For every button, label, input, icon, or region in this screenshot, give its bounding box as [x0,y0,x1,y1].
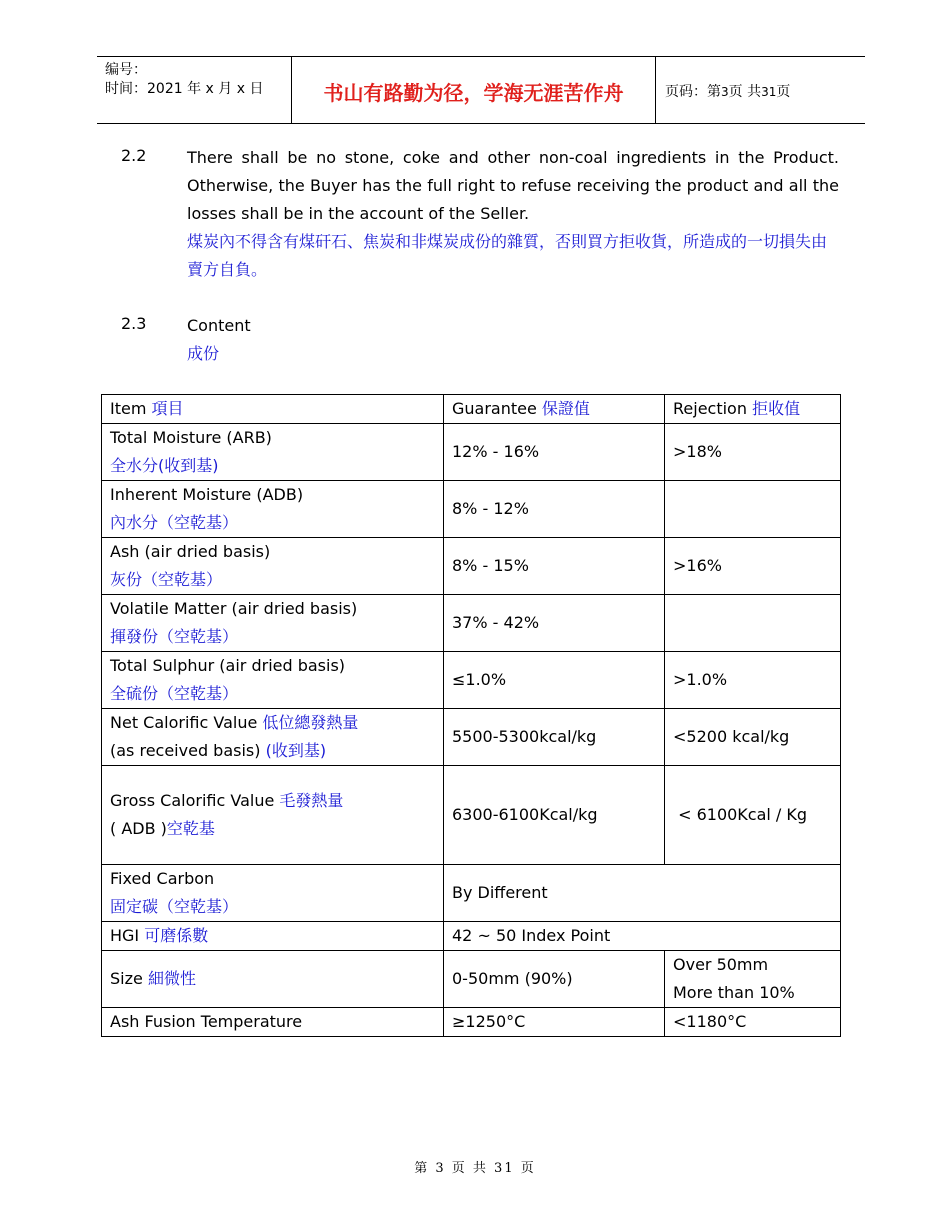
item-cell: HGI 可磨係數 [102,922,444,951]
rejection-cell: < 6100Kcal / Kg [665,766,841,865]
table-row [102,481,841,538]
section-2-3-title: Content [187,316,251,335]
guarantee-cell: 0-50mm (90%) [444,951,665,1008]
guarantee-cell: ≥1250°C [444,1008,665,1037]
item-cell: Size 細微性 [102,951,444,1008]
header-divider [655,57,656,123]
item-cell: Total Sulphur (air dried basis) 全硫份（空乾基） [102,652,444,709]
table-header-cell: Guarantee 保證值 [444,395,665,424]
item-cell: Inherent Moisture (ADB) 內水分（空乾基） [102,481,444,538]
section-2-2-chinese: 煤炭內不得含有煤矸石、焦炭和非煤炭成份的雜質，否則買方拒收貨，所造成的一切損失由賣方自負。 [187,232,828,279]
header-page-number: 页码：第3页 共31页 [665,84,791,100]
table-row [102,951,841,1008]
guarantee-cell: 37% - 42% [444,595,665,652]
table-row [102,424,841,481]
section-2-3-title-chinese: 成份 [187,344,220,363]
guarantee-cell: 12% - 16% [444,424,665,481]
guarantee-cell: 8% - 15% [444,538,665,595]
header-meta [105,61,263,99]
rejection-cell: <1180°C [665,1008,841,1037]
value-cell: By Different [444,865,841,922]
guarantee-cell: 8% - 12% [444,481,665,538]
rejection-cell: Over 50mm More than 10% [665,951,841,1008]
guarantee-cell: 5500-5300kcal/kg [444,709,665,766]
table-header-row [102,395,841,424]
section-2-2-english: There shall be no stone, coke and other non-coal ingredients in the Product. Otherwise, the Buyer has the full right to refuse receiving the product and all the losses shall be in the account of the Seller. [187,148,839,223]
item-cell: Fixed Carbon 固定碳（空乾基） [102,865,444,922]
section-number: 2.3 [121,314,147,333]
table-row [102,709,841,766]
item-cell: Net Calorific Value 低位總發熱量 (as received basis) (收到基) [102,709,444,766]
item-cell: Total Moisture (ARB) 全水分(收到基) [102,424,444,481]
item-cell: Gross Calorific Value 毛發熱量 ( ADB )空乾基 [102,766,444,865]
rejection-cell [665,595,841,652]
rejection-cell: <5200 kcal/kg [665,709,841,766]
page-header [97,56,865,124]
document-time: 时间：2021 年 x 月 x 日 [105,81,264,97]
document-code-label: 编号： [105,62,147,78]
value-cell: 42 ~ 50 Index Point [444,922,841,951]
table-header-cell: Rejection 拒收值 [665,395,841,424]
table-row [102,865,841,922]
table-row [102,652,841,709]
section-number: 2.2 [121,146,147,165]
table-row [102,595,841,652]
guarantee-cell: ≤1.0% [444,652,665,709]
item-cell: Ash Fusion Temperature [102,1008,444,1037]
coal-spec-table [101,394,841,1037]
rejection-cell: >16% [665,538,841,595]
rejection-cell [665,481,841,538]
table-row [102,922,841,951]
rejection-cell: >18% [665,424,841,481]
rejection-cell: >1.0% [665,652,841,709]
table-header-cell: Item 項目 [102,395,444,424]
item-cell: Ash (air dried basis) 灰份（空乾基） [102,538,444,595]
header-motto: 书山有路勤为径，学海无涯苦作舟 [323,81,624,105]
table-row [102,766,841,865]
page-footer: 第 3 页 共 31 页 [414,1161,536,1176]
table-row [102,538,841,595]
guarantee-cell: 6300-6100Kcal/kg [444,766,665,865]
item-cell: Volatile Matter (air dried basis) 揮發份（空乾基） [102,595,444,652]
table-row [102,1008,841,1037]
